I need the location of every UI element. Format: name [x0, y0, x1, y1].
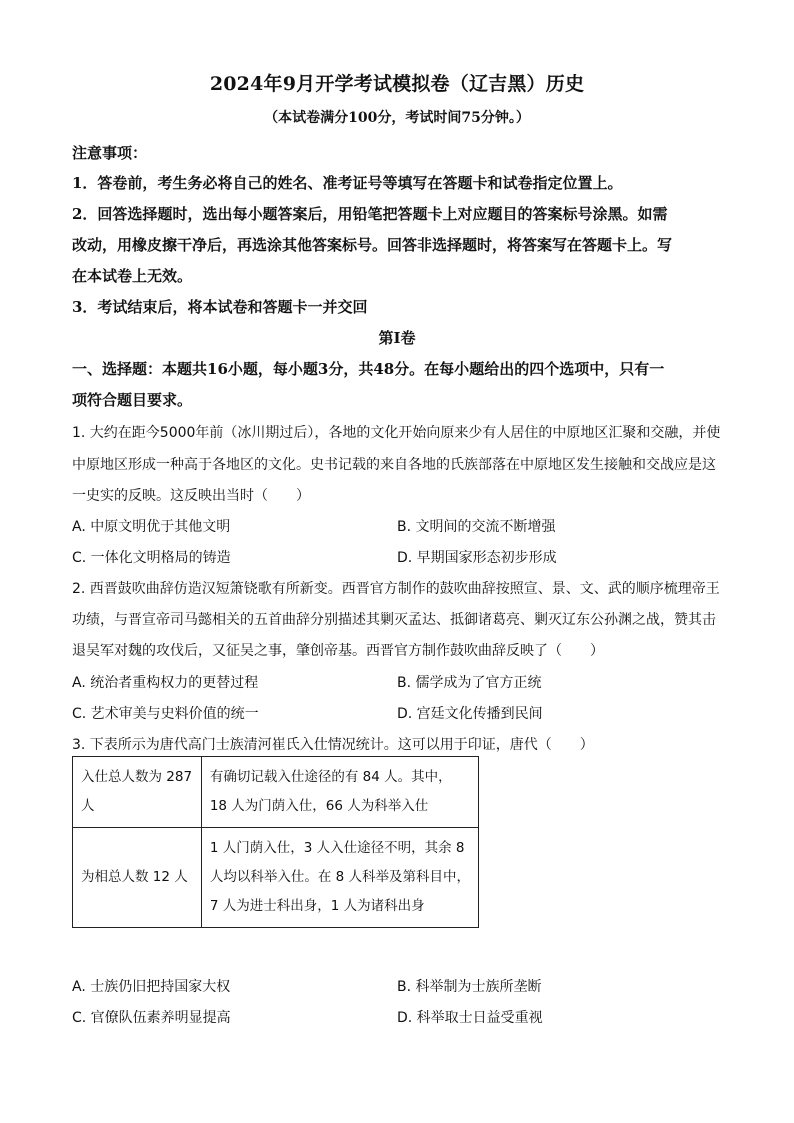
cell-line: 有确切记载入仕途径的有 84 人。其中，	[209, 769, 452, 785]
table-cell-row1-right	[201, 757, 478, 828]
table-cell-row2-left	[73, 828, 202, 928]
cell-line: 人	[81, 798, 95, 814]
notice-item-2-end: 在本试卷上无效。	[72, 267, 193, 285]
table-cell-row2-right	[201, 828, 478, 928]
question-2-stem-line-2: 功绩，与晋宣帝司马懿相关的五首曲辞分别描述其剿灭孟达、抵御诸葛亮、剿灭辽东公孙渊之战，赞其击	[72, 612, 716, 628]
question-3-stem: 3. 下表所示为唐代高门士族清河崔氏入仕情况统计。这可以用于印证，唐代（ ）	[72, 737, 594, 753]
cell-line: 7 人为进士科出身，1 人为诸科出身	[209, 898, 425, 914]
question-1-stem-line-2: 中原地区形成一种高于各地区的文化。史书记载的来自各地的氏族部落在中原地区发生接触和交战应是这	[72, 457, 716, 473]
page-subtitle: （本试卷满分100分，考试时间75分钟。）	[264, 110, 530, 126]
table-row	[73, 757, 479, 828]
notice-heading: 注意事项：	[72, 144, 148, 162]
question-1-option-d[interactable]: D. 早期国家形态初步形成	[397, 550, 557, 566]
notice-item-3: 3．考试结束后，将本试卷和答题卡一并交回	[72, 298, 368, 316]
table-row	[73, 828, 479, 928]
cell-line: 入仕总人数为 287	[81, 769, 193, 785]
question-2-stem-line-1: 2. 西晋鼓吹曲辞仿造汉短箫铙歌有所新变。西晋官方制作的鼓吹曲辞按照宣、景、文、武的顺序梳理帝王	[72, 581, 720, 597]
cell-line: 人均以科举入仕。在 8 人科举及第科目中，	[209, 869, 470, 885]
notice-item-2: 2．回答选择题时，选出每小题答案后，用铅笔把答题卡上对应题目的答案标号涂黑。如需	[72, 205, 668, 223]
question-2-option-c[interactable]: C. 艺术审美与史料价值的统一	[72, 706, 259, 722]
notice-item-1: 1．答卷前，考生务必将自己的姓名、准考证号等填写在答题卡和试卷指定位置上。	[72, 174, 623, 192]
question-3-option-b[interactable]: B. 科举制为士族所垄断	[397, 979, 542, 995]
question-3-table	[72, 756, 479, 928]
question-2-option-a[interactable]: A. 统治者重构权力的更替过程	[72, 675, 259, 691]
cell-line: 为相总人数 12 人	[81, 869, 188, 885]
question-1-option-a[interactable]: A. 中原文明优于其他文明	[72, 519, 231, 535]
question-1-option-b[interactable]: B. 文明间的交流不断增强	[397, 519, 556, 535]
question-1-option-c[interactable]: C. 一体化文明格局的铸造	[72, 550, 231, 566]
notice-item-2-cont: 改动，用橡皮擦干净后，再选涂其他答案标号。回答非选择题时，将答案写在答题卡上。写	[72, 236, 673, 254]
question-3-option-c[interactable]: C. 官僚队伍素养明显提高	[72, 1010, 231, 1026]
question-3-option-d[interactable]: D. 科举取士日益受重视	[397, 1010, 543, 1026]
question-2-option-d[interactable]: D. 宫廷文化传播到民间	[397, 706, 543, 722]
cell-line: 18 人为门荫入仕，66 人为科举入仕	[209, 798, 429, 814]
page-title: 2024年9月开学考试模拟卷（辽吉黑）历史	[209, 73, 585, 95]
table-cell-row1-left	[73, 757, 202, 828]
section-intro-line-1: 一、选择题：本题共16小题，每小题3分，共48分。在每小题给出的四个选项中，只有一	[72, 360, 665, 378]
question-3-option-a[interactable]: A. 士族仍旧把持国家大权	[72, 979, 231, 995]
question-1-stem-line-3: 一史实的反映。这反映出当时（ ）	[72, 488, 310, 504]
question-2-option-b[interactable]: B. 儒学成为了官方正统	[397, 675, 542, 691]
cell-line: 1 人门荫入仕，3 人入仕途径不明，其余 8	[209, 840, 465, 856]
question-1-stem-line-1: 1. 大约在距今5000年前（冰川期过后），各地的文化开始向原来少有人居住的中原地区汇聚和交融，并使	[72, 425, 721, 441]
section-intro-line-2: 项符合题目要求。	[72, 391, 193, 409]
question-2-stem-line-3: 退吴军对魏的攻伐后，又征吴之事，肇创帝基。西晋官方制作鼓吹曲辞反映了（ ）	[72, 643, 604, 659]
section-title: 第Ⅰ卷	[378, 329, 416, 347]
